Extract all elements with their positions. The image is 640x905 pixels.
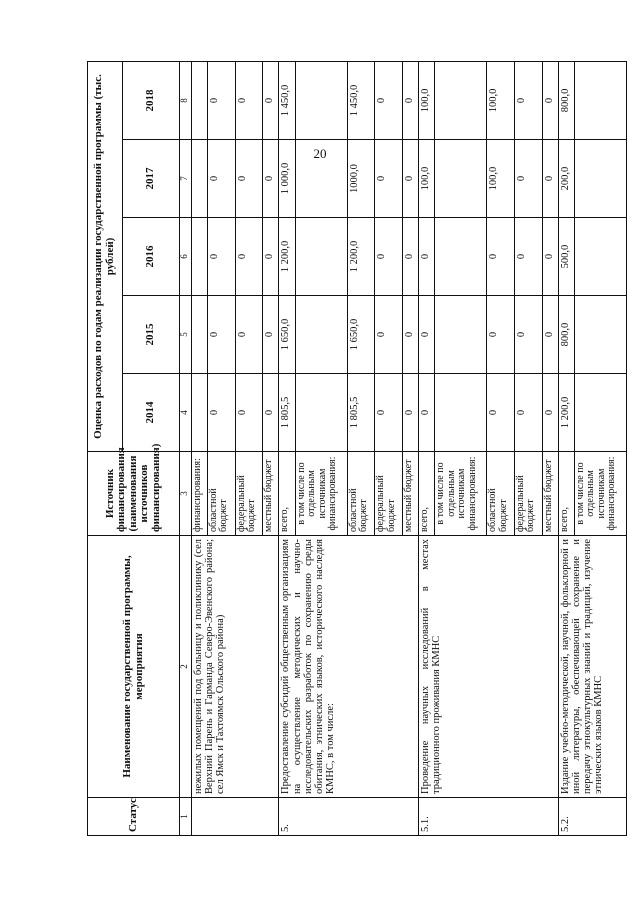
value-cell [574, 218, 626, 296]
value-cell: 1 000,0 [279, 140, 295, 218]
column-number: 8 [180, 61, 192, 139]
status-cell [192, 798, 279, 836]
value-cell: 0 [263, 61, 279, 139]
rotated-table-container [87, 62, 627, 836]
value-cell: 0 [235, 374, 263, 452]
page-number: 20 [313, 146, 327, 161]
funding-source-cell: в том числе по отдельным источникам финансирования: [435, 452, 487, 536]
value-cell: 0 [375, 374, 403, 452]
value-cell [574, 374, 626, 452]
value-cell: 0 [263, 218, 279, 296]
header-source: Источник финансирования (наименования источников финансирования) [88, 452, 180, 536]
funding-source-cell: местный бюджет [542, 452, 558, 536]
value-cell [574, 61, 626, 139]
header-status: Статус [88, 798, 180, 836]
value-cell: 0 [402, 218, 418, 296]
header-year: 2016 [122, 218, 180, 296]
value-cell: 0 [375, 296, 403, 374]
value-cell: 1 200,0 [558, 374, 574, 452]
value-cell: 100,0 [419, 61, 435, 139]
measure-name-cell: Предоставление субсидий общественным организациям на осуществление методических и научно-исследовательских разработок по сохранению среды обитания, этнических языков, исторического наследия КМНС, в том числе: [279, 536, 419, 798]
value-cell: 0 [487, 296, 515, 374]
status-cell: 5. [279, 798, 419, 836]
value-cell: 1 200,0 [279, 218, 295, 296]
value-cell: 0 [235, 61, 263, 139]
value-cell: 0 [514, 296, 542, 374]
value-cell: 0 [542, 218, 558, 296]
value-cell: 0 [514, 374, 542, 452]
value-cell: 1 450,0 [347, 61, 375, 139]
value-cell: 0 [235, 296, 263, 374]
value-cell: 500,0 [558, 218, 574, 296]
value-cell: 1 805,5 [347, 374, 375, 452]
value-cell: 0 [514, 218, 542, 296]
funding-source-cell: областной бюджет [347, 452, 375, 536]
measure-name-cell: Издание учебно-методической, научной, фольклорной и иной литературы, обеспечивающей сохранение и передачу этнокультурных знаний и традиций, изучение этнических языков КМНС [558, 536, 626, 798]
value-cell: 100,0 [487, 140, 515, 218]
column-number: 3 [180, 452, 192, 536]
value-cell: 0 [419, 218, 435, 296]
value-cell [435, 374, 487, 452]
column-number: 4 [180, 374, 192, 452]
value-cell: 0 [402, 296, 418, 374]
value-cell [574, 140, 626, 218]
funding-source-cell: федеральный бюджет [514, 452, 542, 536]
table-row [558, 61, 574, 835]
column-number: 2 [180, 536, 192, 798]
value-cell [295, 296, 347, 374]
value-cell: 1 200,0 [347, 218, 375, 296]
value-cell: 0 [375, 61, 403, 139]
value-cell [295, 61, 347, 139]
measure-name-cell: Проведение научных исследований в местах традиционного проживания КМНС [419, 536, 559, 798]
funding-source-cell: областной бюджет [487, 452, 515, 536]
value-cell [192, 140, 208, 218]
value-cell: 0 [375, 218, 403, 296]
value-cell [192, 218, 208, 296]
value-cell: 0 [207, 218, 235, 296]
funding-source-cell: местный бюджет [402, 452, 418, 536]
value-cell: 0 [263, 296, 279, 374]
value-cell [192, 61, 208, 139]
value-cell: 1000,0 [347, 140, 375, 218]
value-cell: 0 [235, 218, 263, 296]
value-cell: 0 [542, 296, 558, 374]
value-cell: 0 [207, 140, 235, 218]
value-cell: 0 [487, 218, 515, 296]
header-year: 2015 [122, 296, 180, 374]
funding-source-cell: федеральный бюджет [235, 452, 263, 536]
value-cell [295, 218, 347, 296]
header-year: 2017 [122, 140, 180, 218]
value-cell: 1 650,0 [279, 296, 295, 374]
value-cell: 0 [207, 61, 235, 139]
value-cell: 0 [402, 61, 418, 139]
value-cell: 100,0 [419, 140, 435, 218]
funding-source-cell: всего, [279, 452, 295, 536]
value-cell: 0 [419, 296, 435, 374]
funding-source-cell: в том числе по отдельным источникам финансирования: [574, 452, 626, 536]
column-number: 1 [180, 798, 192, 836]
value-cell [295, 374, 347, 452]
header-year: 2014 [122, 374, 180, 452]
value-cell: 1 650,0 [347, 296, 375, 374]
value-cell [192, 374, 208, 452]
value-cell: 0 [402, 374, 418, 452]
header-year: 2018 [122, 61, 180, 139]
value-cell: 0 [542, 140, 558, 218]
value-cell: 1 450,0 [279, 61, 295, 139]
value-cell [574, 296, 626, 374]
value-cell: 0 [542, 374, 558, 452]
measure-name-cell: нежилых помещений под больницу и поликлинику (сел Верхний Парень и Гарманда Северо-Эвенского района; сел Ямск и Тахтоямск Ольского района) [192, 536, 279, 798]
value-cell: 100,0 [487, 61, 515, 139]
funding-source-cell: в том числе по отдельным источникам финансирования: [295, 452, 347, 536]
value-cell: 0 [402, 140, 418, 218]
funding-source-cell: местный бюджет [263, 452, 279, 536]
value-cell: 0 [375, 140, 403, 218]
budget-table [87, 61, 627, 836]
value-cell: 0 [514, 61, 542, 139]
value-cell: 0 [207, 296, 235, 374]
funding-source-cell: областной бюджет [207, 452, 235, 536]
value-cell: 800,0 [558, 296, 574, 374]
funding-source-cell: финансирования: [192, 452, 208, 536]
table-row [192, 61, 208, 835]
value-cell: 800,0 [558, 61, 574, 139]
table-body [192, 61, 627, 835]
header-name: Наименование государственной программы, мероприятия [88, 536, 180, 798]
value-cell [295, 140, 347, 218]
value-cell: 0 [487, 374, 515, 452]
value-cell: 1 805,5 [279, 374, 295, 452]
value-cell: 0 [263, 140, 279, 218]
funding-source-cell: федеральный бюджет [375, 452, 403, 536]
status-cell: 5.2. [558, 798, 626, 836]
value-cell: 0 [514, 140, 542, 218]
value-cell: 0 [542, 61, 558, 139]
table-row [419, 61, 435, 835]
value-cell [435, 218, 487, 296]
value-cell: 0 [207, 374, 235, 452]
funding-source-cell: всего, [558, 452, 574, 536]
status-cell: 5.1. [419, 798, 559, 836]
value-cell [435, 61, 487, 139]
table-row [279, 61, 295, 835]
value-cell [192, 296, 208, 374]
value-cell: 0 [235, 140, 263, 218]
funding-source-cell: всего, [419, 452, 435, 536]
value-cell [435, 140, 487, 218]
column-number: 7 [180, 140, 192, 218]
value-cell: 0 [419, 374, 435, 452]
value-cell: 200,0 [558, 140, 574, 218]
column-number: 6 [180, 218, 192, 296]
header-estimate: Оценка расходов по годам реализации государственной программы (тыс. рублей) [88, 61, 123, 451]
column-number: 5 [180, 296, 192, 374]
value-cell [435, 296, 487, 374]
value-cell: 0 [263, 374, 279, 452]
